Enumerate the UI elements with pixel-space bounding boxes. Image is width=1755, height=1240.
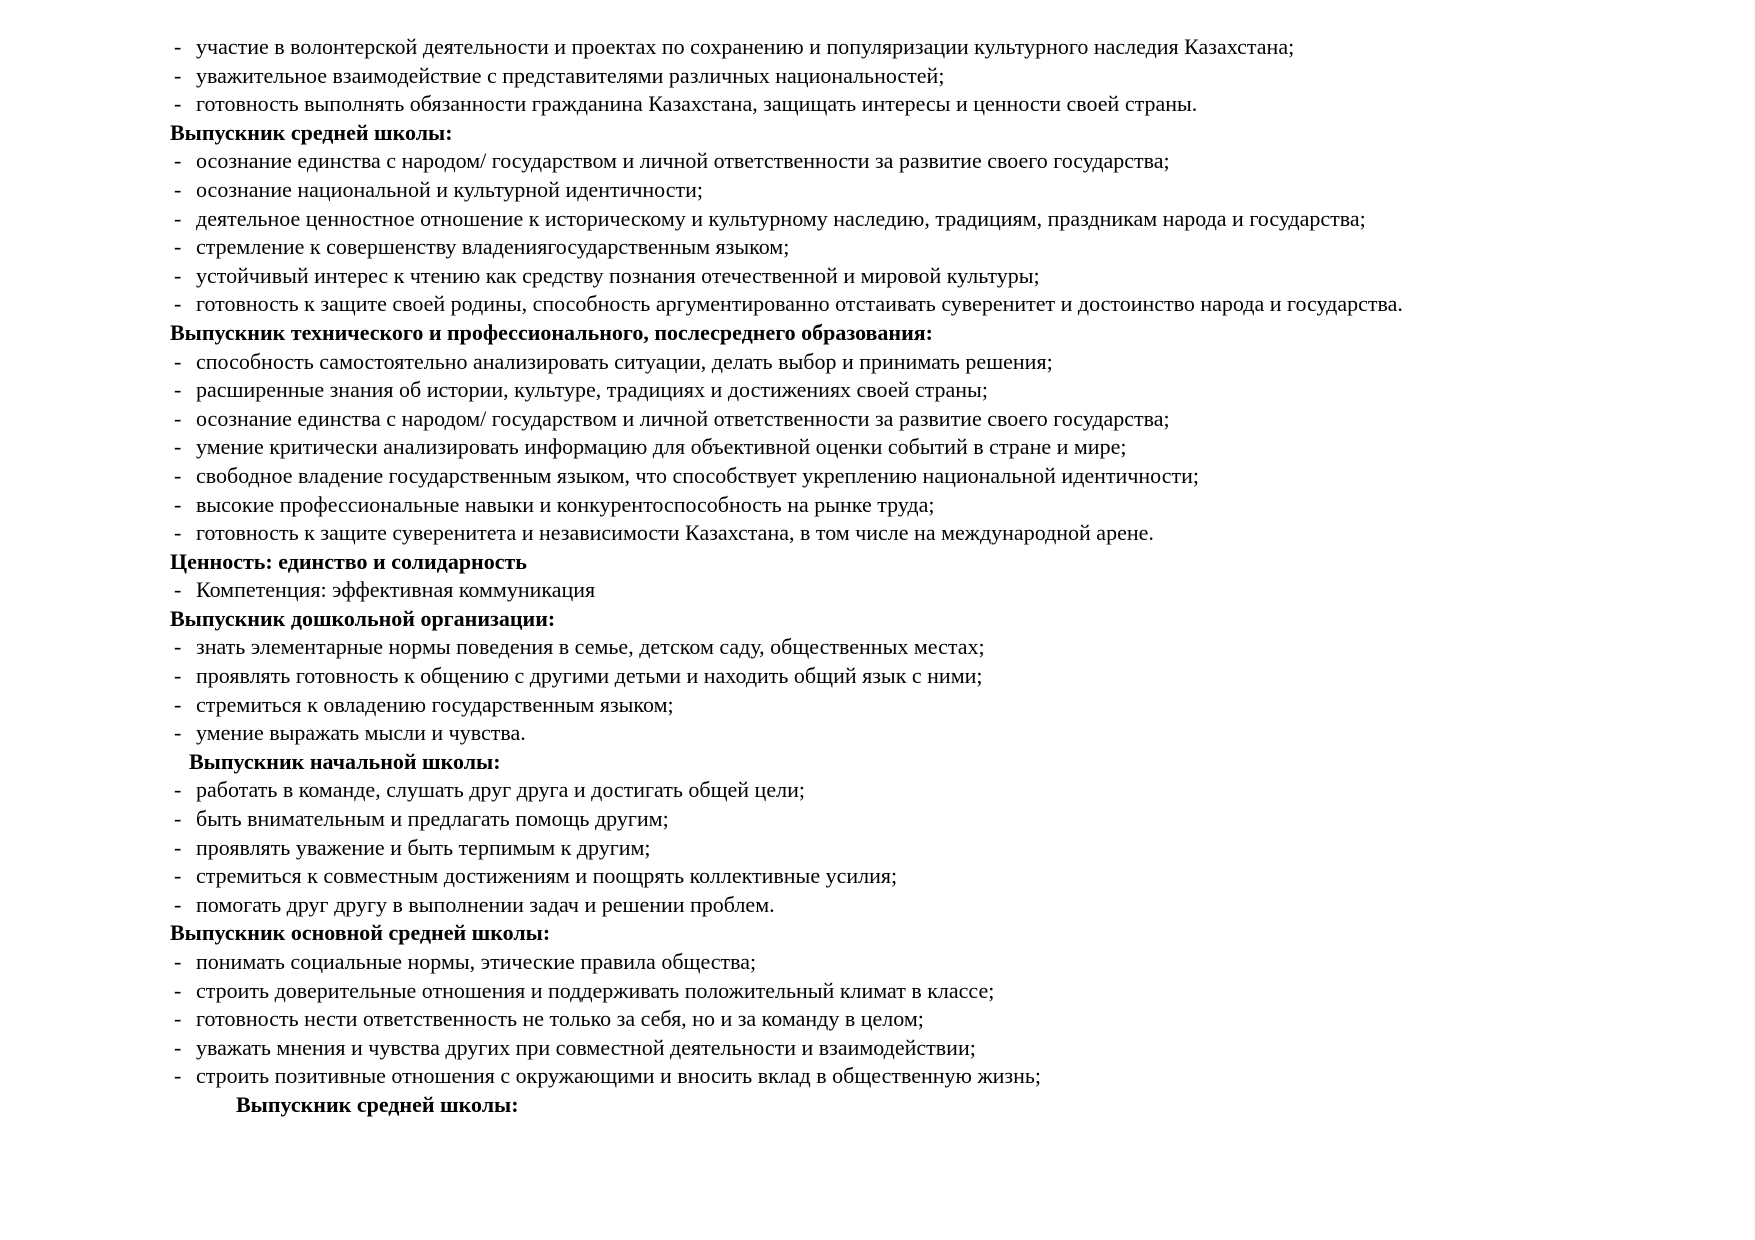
section-heading — [170, 119, 1740, 148]
bullet-dash: - — [174, 891, 182, 917]
bullet-text: стремиться к овладению государственным языком; — [196, 691, 674, 717]
bullet-item — [170, 1034, 1740, 1063]
bullet-item — [170, 519, 1740, 548]
bullet-text: строить доверительные отношения и поддерживать положительный климат в классе; — [196, 977, 995, 1003]
bullet-text: проявлять готовность к общению с другими детьми и находить общий язык с ними; — [196, 663, 983, 689]
section-heading — [170, 548, 1740, 577]
bullet-dash: - — [174, 806, 182, 832]
bullet-text: уважать мнения и чувства других при совместной деятельности и взаимодействии; — [196, 1034, 976, 1060]
bullet-text: участие в волонтерской деятельности и проектах по сохранению и популяризации культурного наследия Казахстана; — [196, 34, 1295, 59]
bullet-item — [170, 90, 1740, 119]
bullet-dash: - — [174, 491, 182, 517]
bullet-dash: - — [174, 34, 182, 59]
bullet-item — [170, 977, 1740, 1006]
bullet-dash: - — [174, 863, 182, 889]
bullet-dash: - — [174, 405, 182, 431]
heading-text: Ценность: единство и солидарность — [170, 548, 527, 574]
bullet-item — [170, 1062, 1740, 1091]
bullet-item — [170, 491, 1740, 520]
bullet-item — [170, 834, 1740, 863]
heading-text: Выпускник технического и профессионального, послесреднего образования: — [170, 319, 934, 345]
bullet-item — [170, 1005, 1740, 1034]
bullet-text: готовность выполнять обязанности гражданина Казахстана, защищать интересы и ценности своей страны. — [196, 91, 1198, 117]
bullet-dash: - — [174, 176, 182, 202]
bullet-dash: - — [174, 62, 182, 88]
bullet-dash: - — [174, 1063, 182, 1089]
bullet-item — [170, 33, 1740, 62]
bullet-dash: - — [174, 663, 182, 689]
bullet-text: быть внимательным и предлагать помощь другим; — [196, 806, 669, 832]
heading-text: Выпускник средней школы: — [236, 1091, 519, 1117]
section-heading — [170, 1091, 1740, 1120]
bullet-text: уважительное взаимодействие с представителями различных национальностей; — [196, 62, 945, 88]
bullet-item — [170, 233, 1740, 262]
section-heading — [170, 319, 1740, 348]
bullet-item — [170, 290, 1740, 319]
bullet-text: понимать социальные нормы, этические правила общества; — [196, 949, 757, 974]
bullet-item — [170, 433, 1740, 462]
bullet-dash: - — [174, 634, 182, 660]
bullet-text: осознание единства с народом/ государством и личной ответственности за развитие своего государства; — [196, 148, 1170, 174]
bullet-text: расширенные знания об истории, культуре, традициях и достижениях своей страны; — [196, 377, 988, 403]
bullet-dash: - — [174, 148, 182, 174]
bullet-text: строить позитивные отношения с окружающими и вносить вклад в общественную жизнь; — [196, 1063, 1042, 1089]
document-text-block — [170, 33, 1740, 1120]
bullet-dash: - — [174, 91, 182, 117]
bullet-item — [170, 776, 1740, 805]
bullet-dash: - — [174, 949, 182, 974]
bullet-text: готовность к защите своей родины, способность аргументированно отстаивать суверенитет и достоинство народа и государства. — [196, 291, 1403, 317]
bullet-text: высокие профессиональные навыки и конкурентоспособность на рынке труда; — [196, 491, 935, 517]
bullet-text: осознание единства с народом/ государством и личной ответственности за развитие своего государства; — [196, 405, 1170, 431]
bullet-dash: - — [174, 520, 182, 546]
bullet-item — [170, 176, 1740, 205]
bullet-text: устойчивый интерес к чтению как средству познания отечественной и мировой культуры; — [196, 262, 1040, 288]
bullet-text: готовность к защите суверенитета и независимости Казахстана, в том числе на международной арене. — [196, 520, 1154, 546]
bullet-dash: - — [174, 1006, 182, 1032]
bullet-dash: - — [174, 777, 182, 803]
bullet-text: Компетенция: эффективная коммуникация — [196, 577, 596, 603]
bullet-item — [170, 576, 1740, 605]
bullet-item — [170, 891, 1740, 920]
bullet-dash: - — [174, 977, 182, 1003]
section-heading — [170, 919, 1740, 948]
bullet-dash: - — [174, 348, 182, 374]
bullet-item — [170, 262, 1740, 291]
bullet-text: стремление к совершенству владениягосударственным языком; — [196, 234, 790, 260]
bullet-dash: - — [174, 434, 182, 460]
bullet-item — [170, 948, 1740, 977]
bullet-dash: - — [174, 462, 182, 488]
bullet-dash: - — [174, 377, 182, 403]
bullet-dash: - — [174, 291, 182, 317]
section-heading — [170, 748, 1740, 777]
heading-text: Выпускник средней школы: — [170, 119, 453, 145]
bullet-text: осознание национальной и культурной идентичности; — [196, 176, 703, 202]
bullet-text: деятельное ценностное отношение к историческому и культурному наследию, традициям, праздникам народа и государства; — [196, 205, 1366, 231]
bullet-text: стремиться к совместным достижениям и поощрять коллективные усилия; — [196, 863, 898, 889]
section-heading — [170, 605, 1740, 634]
bullet-dash: - — [174, 1034, 182, 1060]
bullet-dash: - — [174, 720, 182, 746]
bullet-dash: - — [174, 262, 182, 288]
bullet-item — [170, 662, 1740, 691]
bullet-item — [170, 348, 1740, 377]
bullet-text: работать в команде, слушать друг друга и достигать общей цели; — [196, 777, 805, 803]
bullet-item — [170, 376, 1740, 405]
bullet-item — [170, 691, 1740, 720]
bullet-dash: - — [174, 577, 182, 603]
heading-text: Выпускник основной средней школы: — [170, 920, 551, 946]
bullet-text: проявлять уважение и быть терпимым к другим; — [196, 834, 651, 860]
bullet-dash: - — [174, 205, 182, 231]
bullet-text: готовность нести ответственность не только за себя, но и за команду в целом; — [196, 1006, 924, 1032]
bullet-item — [170, 205, 1740, 234]
bullet-dash: - — [174, 234, 182, 260]
heading-text: Выпускник начальной школы: — [189, 748, 501, 774]
bullet-text: свободное владение государственным языком, что способствует укреплению национальной идентичности; — [196, 462, 1199, 488]
bullet-text: умение выражать мысли и чувства. — [196, 720, 526, 746]
bullet-item — [170, 62, 1740, 91]
bullet-item — [170, 805, 1740, 834]
bullet-item — [170, 633, 1740, 662]
heading-text: Выпускник дошкольной организации: — [170, 605, 556, 631]
bullet-item — [170, 719, 1740, 748]
bullet-item — [170, 405, 1740, 434]
bullet-text: умение критически анализировать информацию для объективной оценки событий в стране и мире; — [196, 434, 1127, 460]
bullet-text: помогать друг другу в выполнении задач и решении проблем. — [196, 891, 775, 917]
bullet-dash: - — [174, 691, 182, 717]
bullet-text: знать элементарные нормы поведения в семье, детском саду, общественных местах; — [196, 634, 985, 660]
bullet-item — [170, 862, 1740, 891]
bullet-text: способность самостоятельно анализировать ситуации, делать выбор и принимать решения; — [196, 348, 1053, 374]
bullet-dash: - — [174, 834, 182, 860]
bullet-item — [170, 462, 1740, 491]
bullet-item — [170, 147, 1740, 176]
